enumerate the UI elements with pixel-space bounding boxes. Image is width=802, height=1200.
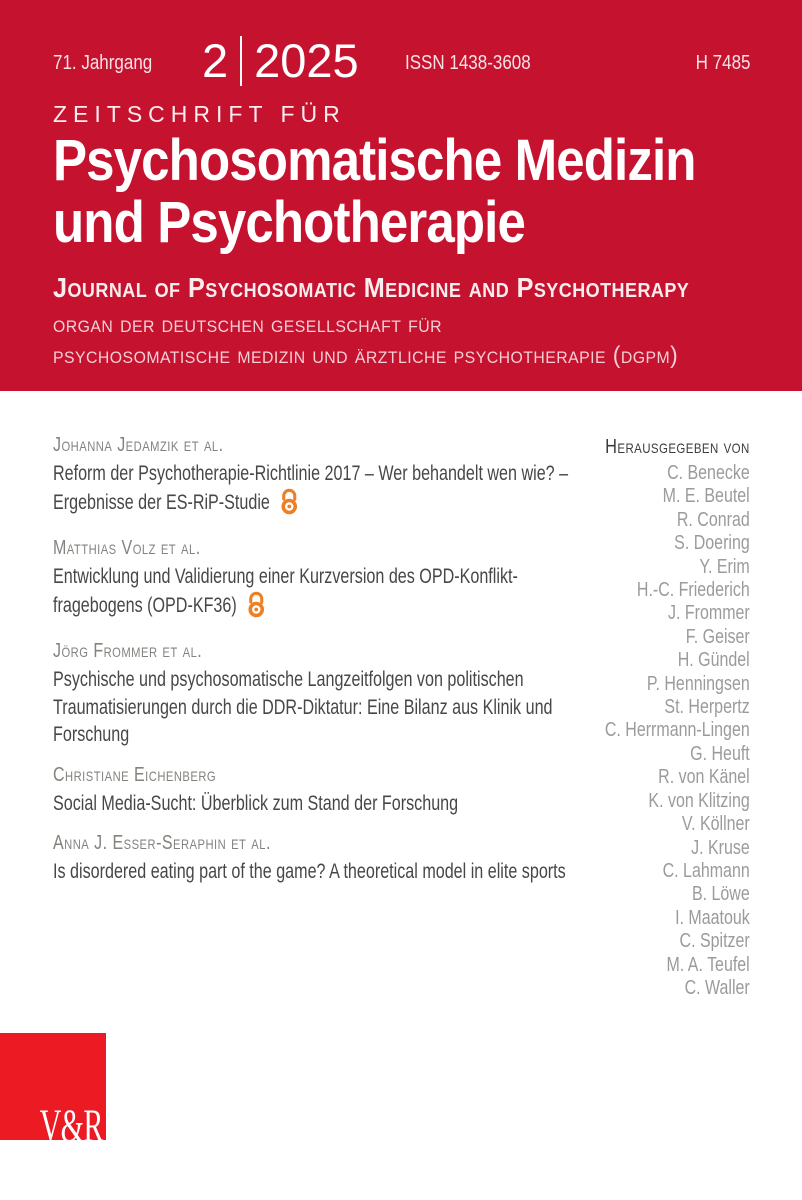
journal-subtitle-de-line-1: organ der deutschen gesellschaft für bbox=[53, 311, 443, 338]
article-title-line bbox=[53, 488, 473, 523]
editor-name: C. Waller bbox=[684, 975, 750, 999]
article-title-line: Is disordered eating part of the game? A theoretical model in elite sports bbox=[53, 859, 566, 883]
editors-heading: Herausgegeben von bbox=[605, 436, 750, 458]
editor-name: H. Gündel bbox=[677, 648, 750, 672]
editor-name: C. Herrmann-Lingen bbox=[605, 718, 750, 742]
editor-name: R. Conrad bbox=[677, 507, 750, 531]
open-access-icon bbox=[246, 591, 267, 626]
kicker: ZEITSCHRIFT FÜR bbox=[53, 101, 346, 127]
journal-subtitle-de bbox=[53, 309, 678, 371]
volume-label: 71. Jahrgang bbox=[53, 52, 153, 74]
journal-title-line-1: Psychosomatische Medizin bbox=[53, 128, 696, 193]
journal-subtitle-de-line-2: psychosomatische medizin und ärztliche psychotherapie (dgpm) bbox=[53, 342, 679, 369]
article-title-line: Social Media-Sucht: Überblick zum Stand der Forschung bbox=[53, 790, 459, 815]
issue-divider bbox=[240, 36, 242, 86]
article-author: Johanna Jedamzik et al. bbox=[53, 434, 224, 456]
editor-name: P. Henningsen bbox=[647, 671, 750, 695]
article-block bbox=[53, 832, 613, 886]
issn-label: ISSN 1438-3608 bbox=[405, 52, 531, 74]
article-block bbox=[53, 640, 613, 749]
journal-subtitle-en: Journal of Psychosomatic Medicine and Psychotherapy bbox=[53, 272, 690, 303]
editors-column bbox=[564, 435, 750, 999]
editor-name: F. Geiser bbox=[686, 624, 750, 648]
issue-year: 2025 bbox=[254, 34, 359, 87]
article-author: Jörg Frommer et al. bbox=[53, 640, 203, 662]
article-title-line: Forschung bbox=[53, 722, 130, 746]
heft-code: H 7485 bbox=[695, 52, 750, 74]
article-block bbox=[53, 434, 613, 522]
editor-name: H.-C. Friederich bbox=[637, 578, 750, 602]
editor-name: V. Köllner bbox=[682, 812, 750, 836]
article-title-line: Reform der Psychotherapie-Richtlinie 2017 – Wer behandelt wen wie? – bbox=[53, 461, 569, 485]
publisher-logo-square bbox=[0, 1033, 106, 1152]
article-title-line: Entwicklung und Validierung einer Kurzversion des OPD-Konflikt- bbox=[53, 564, 518, 588]
editor-name: Y. Erim bbox=[699, 554, 750, 578]
editor-name: R. von Känel bbox=[658, 765, 750, 789]
editor-name: St. Herpertz bbox=[664, 695, 750, 719]
journal-title bbox=[53, 130, 696, 254]
masthead bbox=[0, 0, 802, 391]
editor-list bbox=[564, 461, 750, 999]
article-author: Anna J. Esser-Seraphin et al. bbox=[53, 832, 271, 854]
editor-name: S. Doering bbox=[674, 531, 750, 555]
editor-name: C. Benecke bbox=[667, 461, 750, 484]
editor-name: M. E. Beutel bbox=[662, 484, 750, 508]
editor-name: J. Kruse bbox=[691, 835, 750, 859]
article-author: Matthias Volz et al. bbox=[53, 537, 201, 559]
article-list bbox=[53, 434, 613, 901]
journal-title-line-2: und Psychotherapie bbox=[53, 190, 525, 255]
editor-name: J. Frommer bbox=[668, 601, 750, 625]
article-title-line bbox=[53, 591, 473, 626]
editor-name: C. Spitzer bbox=[679, 929, 750, 953]
article-title-line: Traumatisierungen durch die DDR-Diktatur: Eine Bilanz aus Klinik und bbox=[53, 694, 553, 719]
editor-name: K. von Klitzing bbox=[648, 788, 750, 812]
editor-name: C. Lahmann bbox=[662, 858, 750, 882]
issue-number: 2 bbox=[202, 34, 229, 87]
editor-name: B. Löwe bbox=[692, 882, 750, 906]
editor-name: M. A. Teufel bbox=[666, 952, 750, 976]
article-title-line-text: fragebogens (OPD-KF36) bbox=[53, 592, 237, 617]
article-title-line-text: Ergebnisse der ES-RiP-Studie bbox=[53, 489, 270, 514]
editor-name: I. Maatouk bbox=[675, 905, 750, 929]
open-access-icon bbox=[279, 488, 300, 523]
article-block bbox=[53, 537, 613, 625]
article-author: Christiane Eichenberg bbox=[53, 763, 217, 786]
article-block bbox=[53, 764, 613, 818]
publisher-logo-text: V&R bbox=[39, 1100, 103, 1152]
article-title-line: Psychische und psychosomatische Langzeitfolgen von politischen bbox=[53, 667, 524, 691]
editor-name: G. Heuft bbox=[690, 741, 750, 765]
issue-group bbox=[202, 34, 359, 88]
